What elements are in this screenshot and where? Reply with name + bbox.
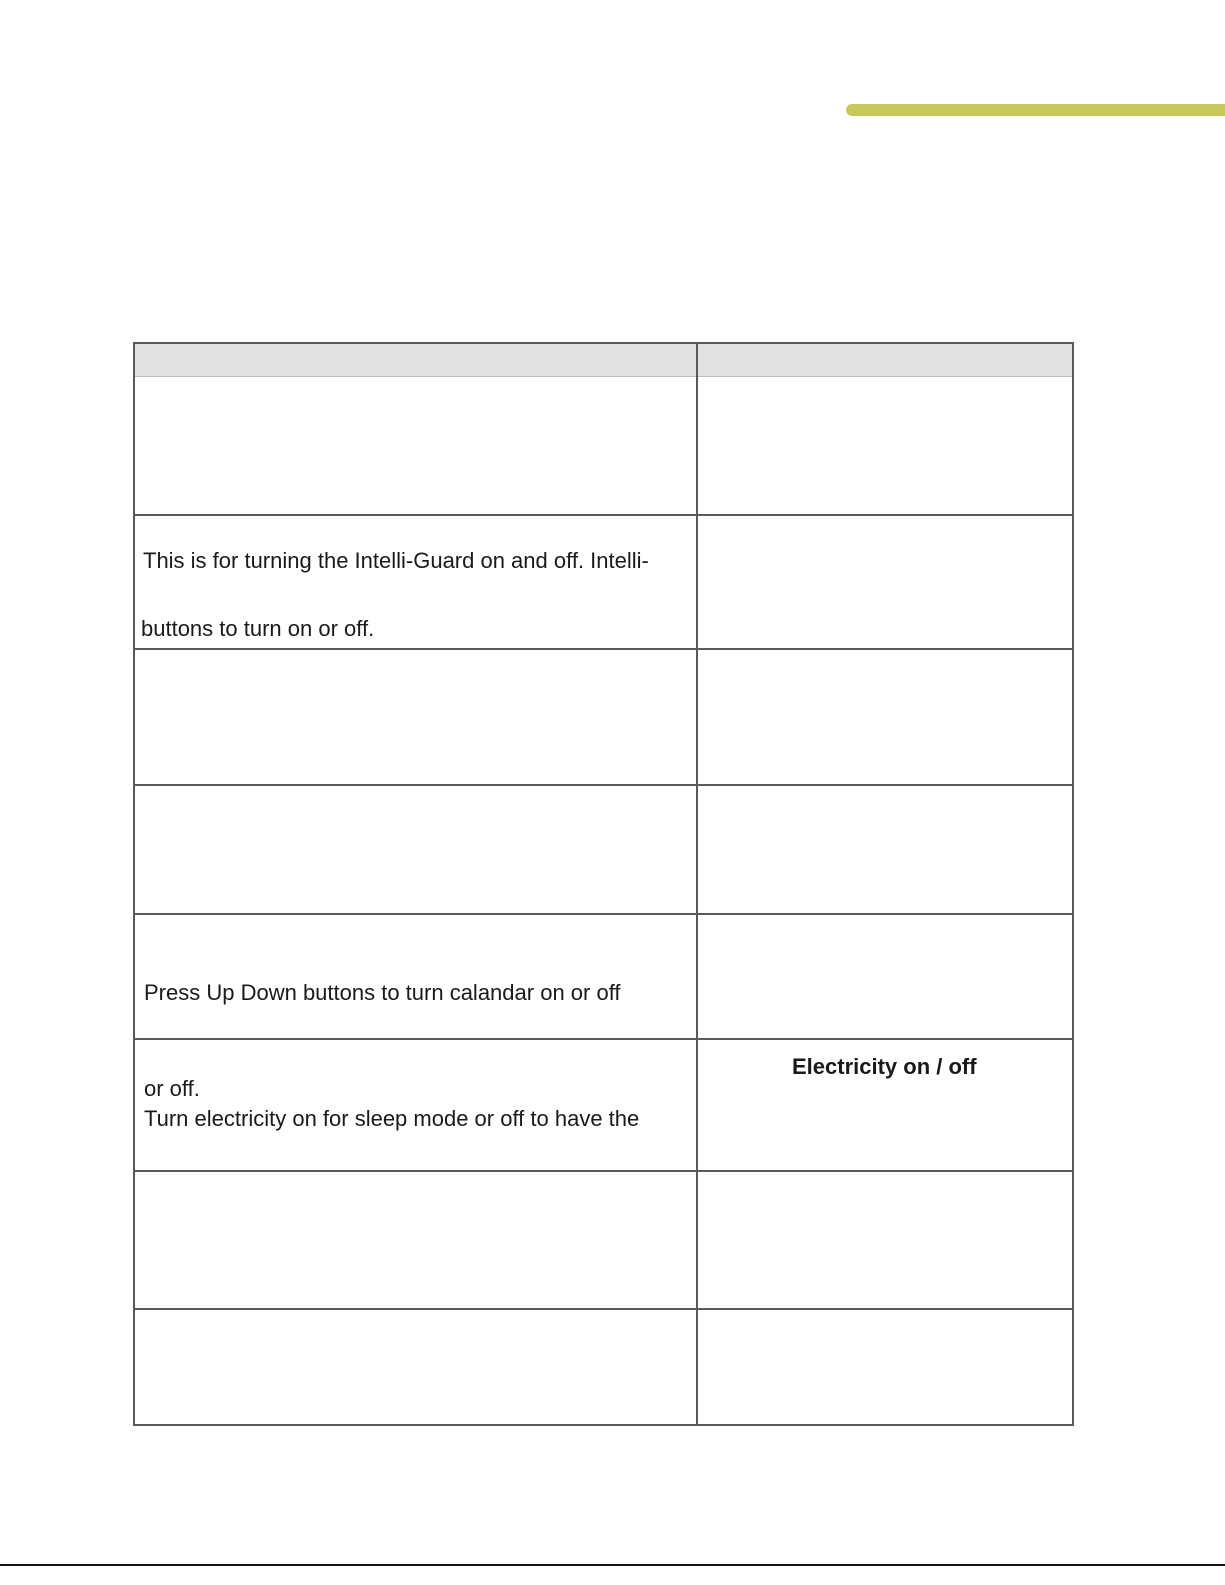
row6-description-line1: or off. (144, 1076, 200, 1101)
table-header-row (135, 344, 1072, 377)
accent-bar (846, 104, 1225, 116)
page-bottom-rule (0, 1564, 1225, 1566)
row-divider (135, 648, 1072, 650)
row-divider (135, 913, 1072, 915)
row-divider (135, 1038, 1072, 1040)
row-divider (135, 514, 1072, 516)
row6-setting-label: Electricity on / off (792, 1054, 977, 1079)
row-divider (135, 1170, 1072, 1172)
row5-description-line1: Press Up Down buttons to turn calandar on or off (144, 980, 621, 1005)
row2-description-line2: buttons to turn on or off. (141, 616, 375, 641)
row-divider (135, 1308, 1072, 1310)
row6-description-line2: Turn electricity on for sleep mode or off to have the (144, 1106, 640, 1131)
row-divider (135, 784, 1072, 786)
settings-table (133, 342, 1074, 1426)
row2-description-line1: This is for turning the Intelli-Guard on and off. Intelli- (143, 548, 649, 573)
column-divider (696, 344, 698, 1424)
